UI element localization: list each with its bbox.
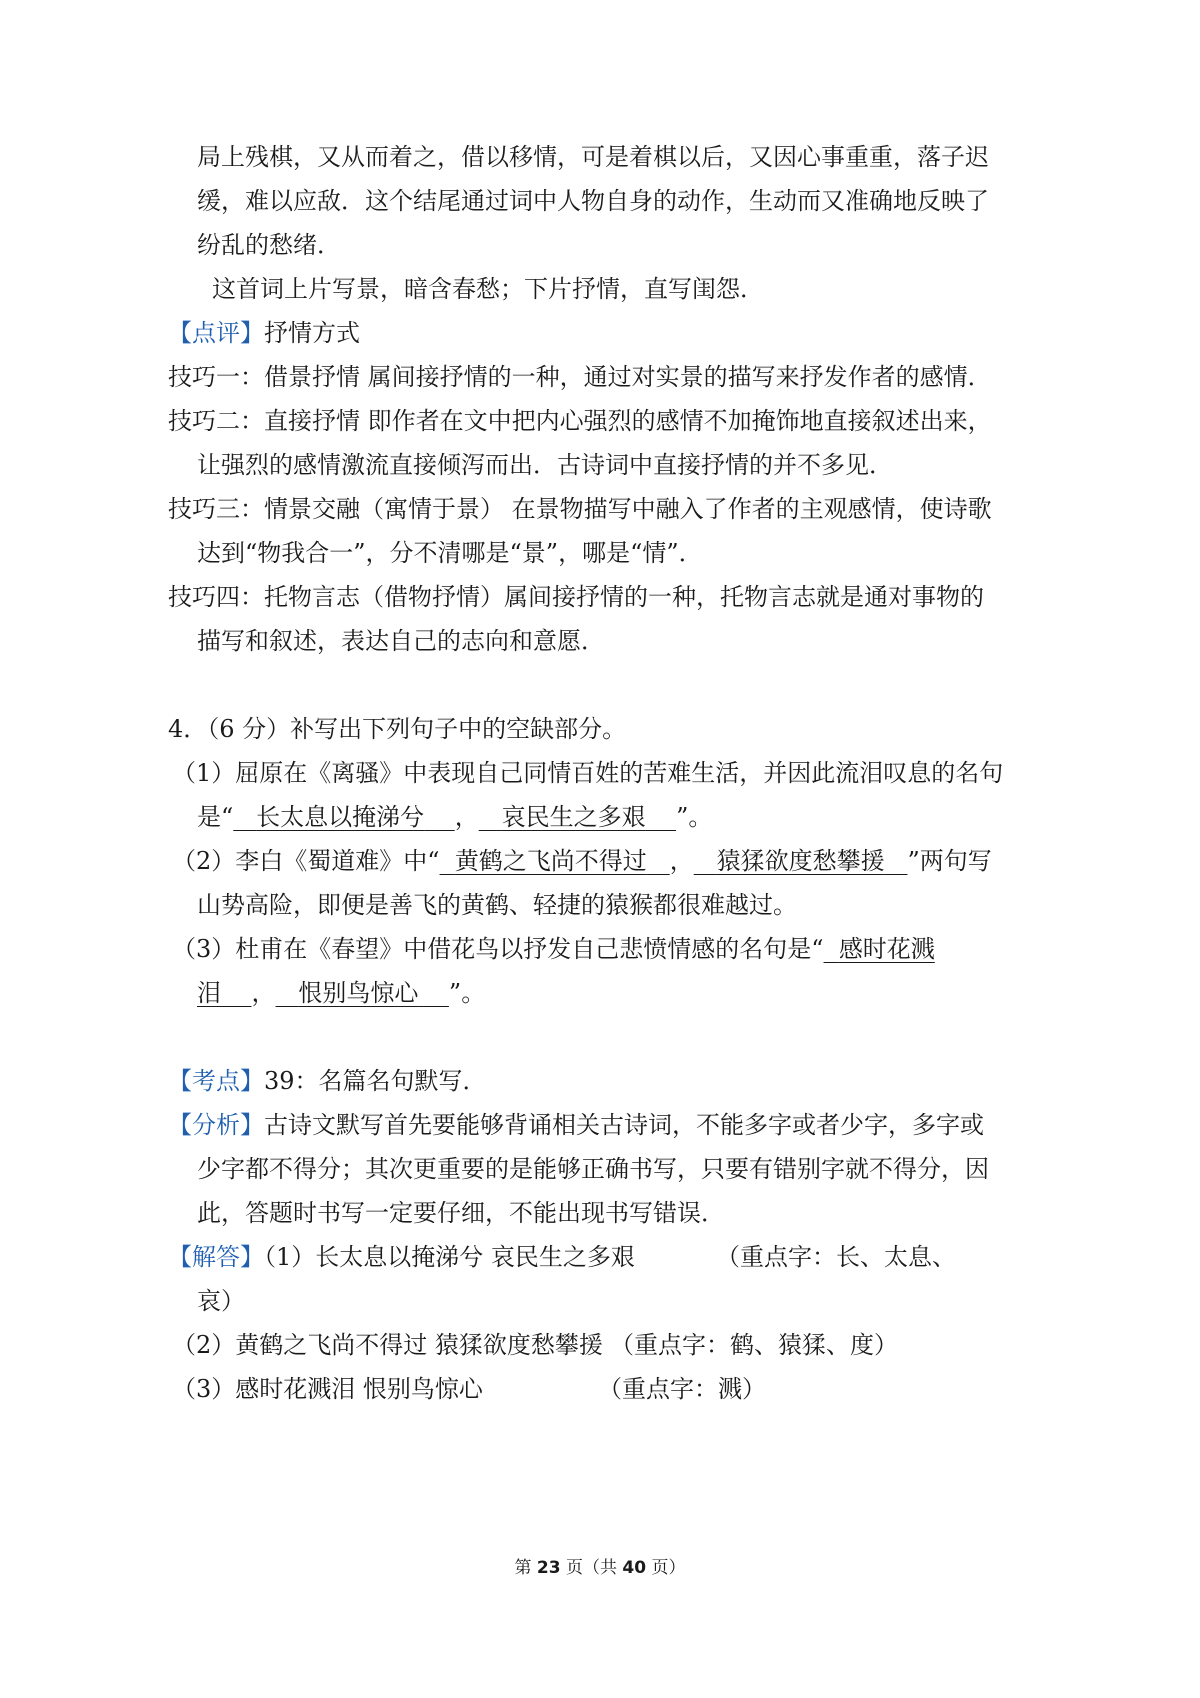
answer-blank: 哀民生之多艰: [501, 803, 646, 831]
question-part-3-continued: [197, 976, 485, 1010]
answer-blank: 猿猱欲度愁攀援: [716, 847, 885, 875]
tip-label: 技巧四：: [168, 583, 264, 611]
tip-text: 借景抒情 属间接抒情的一种，通过对实景的描写来抒发作者的感情．: [264, 363, 992, 391]
answer-blank: 黄鹤之飞尚不得过: [454, 847, 647, 875]
jieda-tag: 【解答】: [168, 1243, 264, 1271]
answer-3-note: （重点字：溅）: [598, 1375, 766, 1403]
footer-text: 页）: [651, 1558, 686, 1578]
quote-open: 是“: [197, 803, 234, 831]
fenxi-text: 古诗文默写首先要能够背诵相关古诗词，不能多字或者少字，多字或: [264, 1111, 984, 1139]
fenxi: [168, 1108, 984, 1142]
question-part-3: [172, 932, 935, 966]
fenxi-tag: 【分析】: [168, 1111, 264, 1139]
tip-4-continued: 描写和叙述，表达自己的志向和意愿．: [197, 627, 605, 655]
question-part-2: [172, 844, 992, 878]
page-footer: [0, 1556, 1200, 1580]
question-part-1-blanks: [197, 800, 712, 834]
prev-paragraph-line-3: 纷乱的愁绪．: [197, 231, 341, 259]
tip-4: [168, 580, 984, 614]
separator: ，: [454, 803, 479, 831]
comment-tag: 【点评】: [168, 319, 264, 347]
jieda: [168, 1240, 635, 1274]
answer-2-note: （重点字：鹤、猿猱、度）: [610, 1331, 898, 1359]
prev-paragraph-line-2: 缓，难以应敌．这个结尾通过词中人物自身的动作，生动而又准确地反映了: [197, 187, 989, 215]
poem-summary: 这首词上片写景，暗含春愁；下片抒情，直写闺怨．: [212, 275, 764, 303]
question-part-2-continued: 山势高险，即便是善飞的黄鹤、轻捷的猿猴都很难越过。: [197, 891, 797, 919]
comment-title: 抒情方式: [264, 319, 360, 347]
question-part-1: （1）屈原在《离骚》中表现自己同情百姓的苦难生活，并因此流泪叹息的名句: [172, 759, 1004, 787]
answer-blank: 感时花溅: [838, 935, 935, 963]
comment-heading: [168, 316, 360, 350]
tip-text: 情景交融（寓情于景） 在景物描写中融入了作者的主观感情，使诗歌: [264, 495, 992, 523]
quote-close: ”。: [448, 979, 486, 1007]
tip-2: [168, 404, 992, 438]
kaodian: [168, 1064, 487, 1098]
tip-label: 技巧二：: [168, 407, 264, 435]
prev-paragraph-line-1: 局上残棋，又从而着之，借以移情，可是着棋以后，又因心事重重，落子迟: [197, 143, 989, 171]
answer-1-note-continued: 哀）: [197, 1287, 245, 1315]
answer-1-note: （重点字：长、太息、: [716, 1243, 956, 1271]
quote-close: ”。: [676, 803, 713, 831]
question-text: （2）李白《蜀道难》中“: [172, 847, 440, 875]
tip-3-continued: 达到“物我合一”，分不清哪是“景”，哪是“情”．: [197, 539, 703, 567]
answer-3: （3）感时花溅泪 恨别鸟惊心: [172, 1375, 483, 1403]
footer-text: 页（共: [566, 1558, 617, 1578]
tip-text: 直接抒情 即作者在文中把内心强烈的感情不加掩饰地直接叙述出来，: [264, 407, 992, 435]
answer-blank: 长太息以掩涕兮: [256, 803, 425, 831]
kaodian-tag: 【考点】: [168, 1067, 264, 1095]
footer-text: 第: [514, 1558, 532, 1578]
fenxi-line-3: 此，答题时书写一定要仔细，不能出现书写错误．: [197, 1199, 725, 1227]
question-stem: 4．（6 分）补写出下列句子中的空缺部分。: [168, 715, 627, 743]
answer-1: （1）长太息以掩涕兮 哀民生之多艰: [264, 1243, 635, 1271]
answer-2: （2）黄鹤之飞尚不得过 猿猱欲度愁攀援: [172, 1331, 603, 1359]
tip-text: 托物言志（借物抒情）属间接抒情的一种，托物言志就是通对事物的: [264, 583, 984, 611]
fenxi-line-2: 少字都不得分；其次更重要的是能够正确书写，只要有错别字就不得分，因: [197, 1155, 989, 1183]
tip-1: [168, 360, 992, 394]
tip-2-continued: 让强烈的感情激流直接倾泻而出．古诗词中直接抒情的并不多见．: [197, 451, 893, 479]
page-total: 40: [622, 1558, 647, 1578]
kaodian-text: 39：名篇名句默写．: [264, 1067, 487, 1095]
question-text: ”两句写: [907, 847, 992, 875]
separator: ，: [669, 847, 694, 875]
answer-blank: 泪: [197, 979, 221, 1007]
answer-blank: 恨别鸟惊心: [298, 979, 419, 1007]
tip-label: 技巧三：: [168, 495, 264, 523]
page-number: 23: [536, 1558, 561, 1578]
separator: ，: [251, 979, 276, 1007]
tip-3: [168, 492, 992, 526]
tip-label: 技巧一：: [168, 363, 264, 391]
question-text: （3）杜甫在《春望》中借花鸟以抒发自己悲愤情感的名句是“: [172, 935, 824, 963]
